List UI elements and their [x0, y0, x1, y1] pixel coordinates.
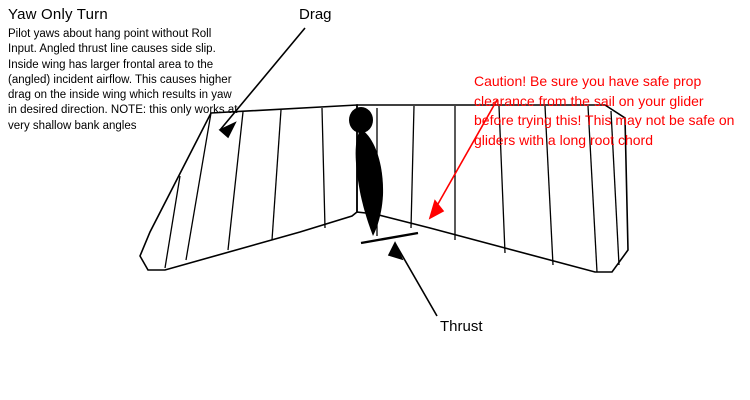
drag-label: Drag: [299, 6, 332, 23]
thrust-arrow: [389, 243, 437, 316]
caution-text: Caution! Be sure you have safe prop clearance from the sail on your glider before trying this! This may not be safe on gliders with a long root chord: [474, 73, 735, 148]
thrust-label: Thrust: [440, 318, 483, 335]
description-text: Pilot yaws about hang point without Roll Input. Angled thrust line causes side slip. Inside wing has larger frontal area to the (angled) incident airflow. This causes higher drag on the inside wing which results in yaw in desired direction. NOTE: this only works at very shallow bank angles: [8, 28, 238, 132]
propeller: [361, 233, 418, 243]
pilot-body: [349, 107, 383, 236]
diagram-title: Yaw Only Turn: [8, 6, 108, 23]
